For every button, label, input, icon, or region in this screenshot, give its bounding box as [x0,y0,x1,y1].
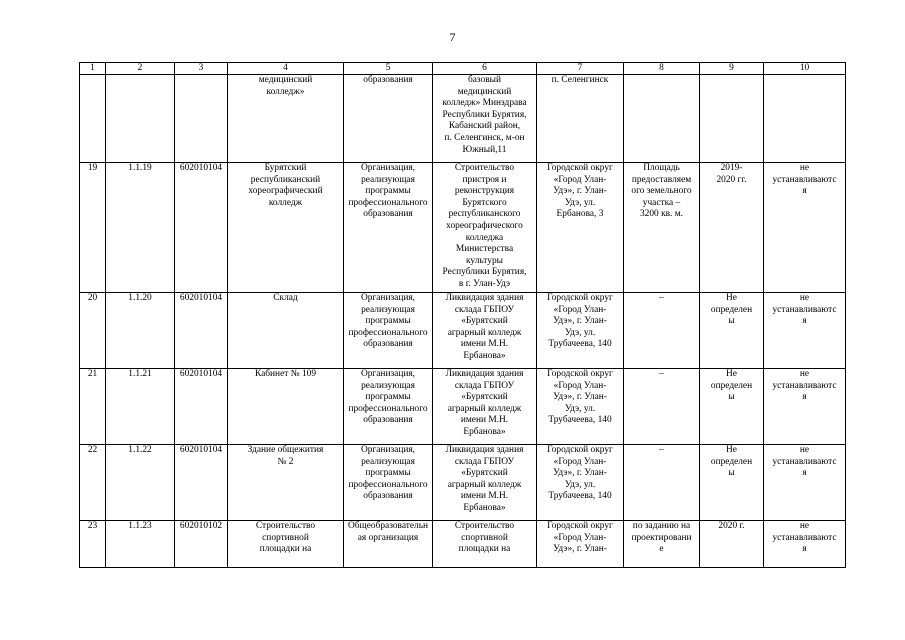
table-cell: Здание общежития № 2 [228,445,344,521]
table-cell [106,75,175,163]
column-header: 10 [764,63,846,75]
table-cell: Организация, реализующая программы профессионального образования [344,445,433,521]
table-cell: Не определен ы [700,445,764,521]
table-row [80,369,846,445]
column-header: 1 [80,63,106,75]
table-cell: образования [344,75,433,163]
table-cell: 1.1.22 [106,445,175,521]
table-cell: 19 [80,163,106,293]
table-cell: Городской округ «Город Улан- Удэ», г. Улан- Удэ, ул. Ербанова, 3 [537,163,624,293]
table-cell: 22 [80,445,106,521]
table-cell: Кабинет № 109 [228,369,344,445]
page-number: 7 [449,30,456,44]
table-cell: Ликвидация здания склада ГБПОУ «Бурятский аграрный колледж имени М.Н. Ербанова» [433,369,537,445]
table-cell: по заданию на проектировани е [624,521,700,568]
table-cell: не устанавливаютс я [764,521,846,568]
table-cell: Строительство спортивной площадки на [228,521,344,568]
table-cell: Склад [228,293,344,369]
table-cell: Ликвидация здания склада ГБПОУ «Бурятский аграрный колледж имени М.Н. Ербанова» [433,445,537,521]
table-row [80,521,846,568]
table-cell: Городской округ «Город Улан- Удэ», г. Улан- Удэ, ул. Трубачеева, 140 [537,369,624,445]
table-cell: Городской округ «Город Улан- Удэ», г. Улан- [537,521,624,568]
table-cell: 2020 г. [700,521,764,568]
table-cell: не устанавливаютс я [764,293,846,369]
table-cell: Строительство спортивной площадки на [433,521,537,568]
table-cell: Не определен ы [700,293,764,369]
register-table [79,62,846,568]
header-row [80,63,846,75]
table-cell: базовый медицинский колледж» Минздрава Республики Бурятия, Кабанский район, п. Селенгинск, м-он Южный,11 [433,75,537,163]
table-cell: Строительство пристроя и реконструкция Бурятского республиканского хореографического колледжа Министерства культуры Республики Бурятия, в г. Улан-Удэ [433,163,537,293]
table-row [80,293,846,369]
table-cell: не устанавливаютс я [764,445,846,521]
table-cell: 602010104 [175,293,228,369]
table-cell [764,75,846,163]
table-cell: 1.1.20 [106,293,175,369]
table-cell: Организация, реализующая программы профессионального образования [344,293,433,369]
table-cell [175,75,228,163]
table-cell: Ликвидация здания склада ГБПОУ «Бурятский аграрный колледж имени М.Н. Ербанова» [433,293,537,369]
column-header: 3 [175,63,228,75]
table-cell: не устанавливаютс я [764,369,846,445]
table-cell [80,75,106,163]
table-cell: Организация, реализующая программы профессионального образования [344,163,433,293]
table-cell: 602010104 [175,445,228,521]
column-header: 4 [228,63,344,75]
table-cell: п. Селенгинск [537,75,624,163]
column-header: 6 [433,63,537,75]
table-cell: 2019- 2020 гг. [700,163,764,293]
table-cell [624,75,700,163]
table-cell: Городской округ «Город Улан- Удэ», г. Улан- Удэ, ул. Трубачеева, 140 [537,445,624,521]
table-cell: не устанавливаютс я [764,163,846,293]
table-cell: Не определен ы [700,369,764,445]
table-cell: Общеобразовательн ая организация [344,521,433,568]
table-row [80,75,846,163]
table-cell: 602010104 [175,163,228,293]
table-cell: 602010102 [175,521,228,568]
table-cell: 20 [80,293,106,369]
column-header: 9 [700,63,764,75]
table-cell: Городской округ «Город Улан- Удэ», г. Улан- Удэ, ул. Трубачеева, 140 [537,293,624,369]
table-cell: Площадь предоставляем ого земельного участка – 3200 кв. м. [624,163,700,293]
table-cell: – [624,369,700,445]
table-cell: Организация, реализующая программы профессионального образования [344,369,433,445]
table-cell: 1.1.21 [106,369,175,445]
table-cell: 23 [80,521,106,568]
table-cell: 602010104 [175,369,228,445]
table-cell: – [624,293,700,369]
table-row [80,445,846,521]
table-cell: медицинский колледж» [228,75,344,163]
column-header: 8 [624,63,700,75]
table-cell: Бурятский республиканский хореографический колледж [228,163,344,293]
table-cell: – [624,445,700,521]
table-cell: 1.1.19 [106,163,175,293]
table-cell: 21 [80,369,106,445]
table-row [80,163,846,293]
table-cell: 1.1.23 [106,521,175,568]
column-header: 2 [106,63,175,75]
column-header: 7 [537,63,624,75]
column-header: 5 [344,63,433,75]
table-cell [700,75,764,163]
